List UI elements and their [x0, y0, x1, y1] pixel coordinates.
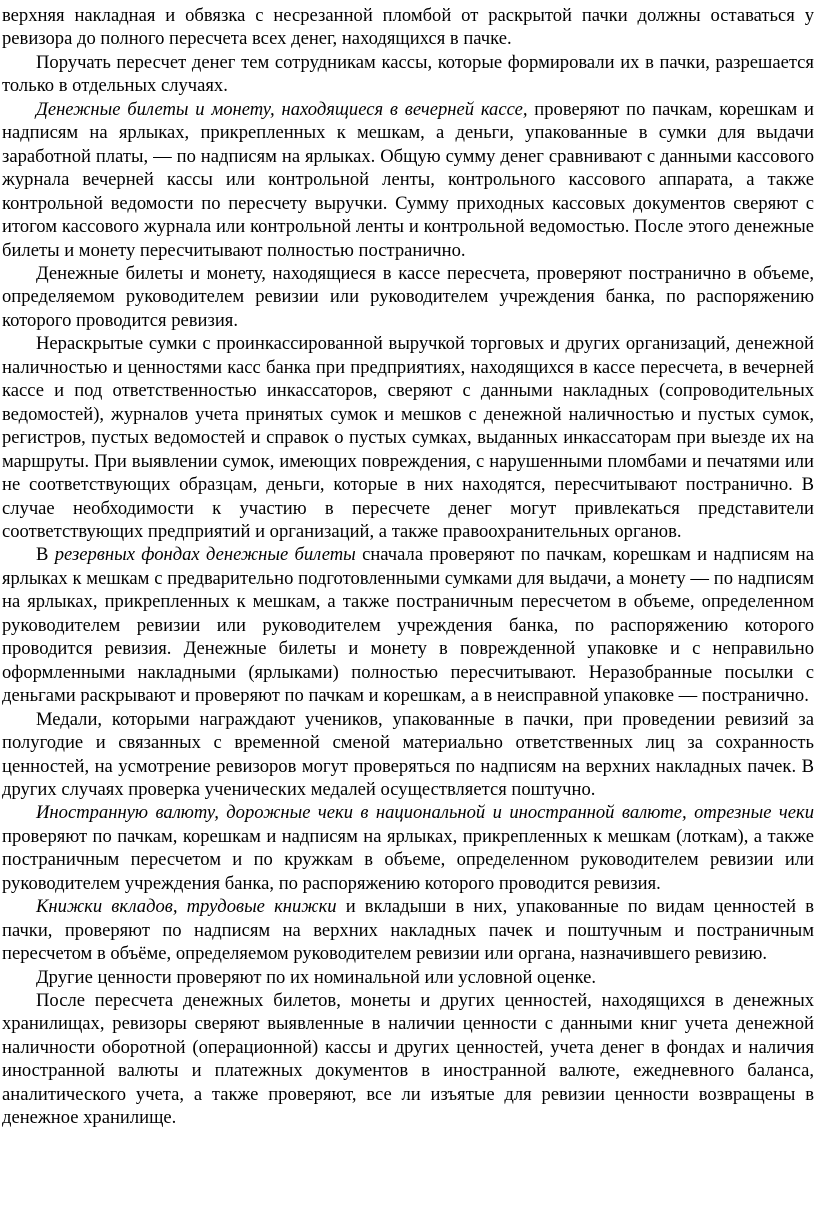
paragraph-7 [2, 708, 814, 802]
paragraph-3-text: проверяют по пачкам, корешкам и надписям на ярлыках, прикрепленных к мешкам, а деньги, упакованные в сумки для выдачи заработной платы, — по надписям на ярлыках. Общую сумму денег сравнивают с данными кассового журнала вечерней кассы или контрольной ленты, контрольного кассового аппарата, а также контрольной ведомости по пересчету выручки. Сумму приходных кассовых документов сверяют с итогом кассового журнала или контрольной ленты и контрольной ведомостью. После этого денежные билеты и монету пересчитывают полностью постранично. [2, 98, 814, 261]
paragraph-2 [2, 51, 814, 98]
paragraph-10 [2, 966, 814, 989]
paragraph-8-italic-lead: Иностранную валюту, дорожные чеки в национальной и иностранной валюте, отрезные чеки [36, 802, 814, 824]
paragraph-6-lead: В [36, 544, 55, 566]
paragraph-9-text: и вкладыши в них, упакованные по видам ценностей в пачки, проверяют по надписям на верхних накладных пачек и поштучным и постраничным пересчетом в объёме, определяемом руководителем ревизии или органа, назначившего ревизию. [2, 896, 814, 965]
paragraph-5-text: Нераскрытые сумки с проинкассированной выручкой торговых и других организаций, денежной наличностью и ценностями касс банка при предприятиях, находящихся в кассе пересчета, в вечерней кассе и под ответственностью инкассаторов, сверяют с данными накладных (сопроводительных ведомостей), журналов учета принятых сумок и мешков с денежной наличностью и пустых сумок, регистров, пустых ведомостей и справок о пустых сумках, выданных инкассаторам при выезде их на маршруты. При выявлении сумок, имеющих повреждения, с нарушенными пломбами и печатями или не соответствующих образцам, деньги, которые в них находятся, пересчитывают постранично. В случае необходимости к участию в пересчете денег могут привлекаться представители соответствующих предприятий и организаций, а также правоохранительных органов. [2, 333, 814, 542]
paragraph-11-text: После пересчета денежных билетов, монеты и других ценностей, находящихся в денежных хранилищах, ревизоры сверяют выявленные в наличии ценности с данными книг учета денежной наличности оборотной (операционной) кассы и других ценностей, учета денег в фондах и наличия иностранной валюты и платежных документов в иностранной валюте, ежедневного баланса, аналитического учета, а также проверяют, все ли изъятые для ревизии ценности возвращены в денежное хранилище. [2, 990, 814, 1129]
paragraph-7-text: Медали, которыми награждают учеников, упакованные в пачки, при проведении ревизий за полугодие и связанных с временной сменой материально ответственных лиц за сохранность ценностей, на усмотрение ревизоров могут проверяться по надписям на верхних накладных пачек. В других случаях проверка ученических медалей осуществляется поштучно. [2, 708, 814, 800]
paragraph-1 [2, 4, 814, 51]
paragraph-11 [2, 989, 814, 1130]
paragraph-4-text: Денежные билеты и монету, находящиеся в кассе пересчета, проверяют постранично в объеме, определяемом руководителем ревизии или руководителем учреждения банка, по распоряжению которого проводится ревизия. [2, 262, 814, 331]
paragraph-3 [2, 98, 814, 262]
paragraph-9 [2, 895, 814, 965]
paragraph-8-text: проверяют по пачкам, корешкам и надписям на ярлыках, прикрепленных к мешкам (лоткам), а также постраничным пересчетом и по кружкам в объеме, определенном руководителем ревизии или руководителем учреждения банка, по распоряжению которого проводится ревизия. [2, 825, 814, 894]
paragraph-9-italic-lead: Книжки вкладов, трудовые книжки [36, 896, 346, 918]
paragraph-10-text: Другие ценности проверяют по их номинальной или условной оценке. [36, 966, 596, 988]
paragraph-3-italic-lead: Денежные билеты и монету, находящиеся в вечерней кассе, [36, 98, 528, 120]
paragraph-2-text: Поручать пересчет денег тем сотрудникам кассы, которые формировали их в пачки, разрешается только в отдельных случаях. [2, 51, 814, 97]
paragraph-6 [2, 543, 814, 707]
paragraph-6-text: сначала проверяют по пачкам, корешкам и надписям на ярлыках к мешкам с предварительно подготовленными сумками для выдачи, а монету — по надписям на ярлыках, прикрепленных к мешкам, а также постраничным пересчетом в объеме, определенном руководителем ревизии или руководителем учреждения банка, по распоряжению которого проводится ревизия. Денежные билеты и монету в поврежденной упаковке и с неправильно оформленными накладными (ярлыками) полностью пересчитывают. Неразобранные посылки с деньгами раскрывают и проверяют по пачкам и корешкам, а в неисправной упаковке — постранично. [2, 544, 815, 707]
paragraph-4 [2, 262, 814, 332]
paragraph-1-text: верхняя накладная и обвязка с несрезанной пломбой от раскрытой пачки должны оставаться у ревизора до полного пересчета всех денег, находящихся в пачке. [2, 5, 814, 50]
paragraph-8 [2, 801, 814, 895]
paragraph-5 [2, 332, 814, 543]
paragraph-6-italic-term: резервных фондах денежные билеты [54, 544, 356, 566]
